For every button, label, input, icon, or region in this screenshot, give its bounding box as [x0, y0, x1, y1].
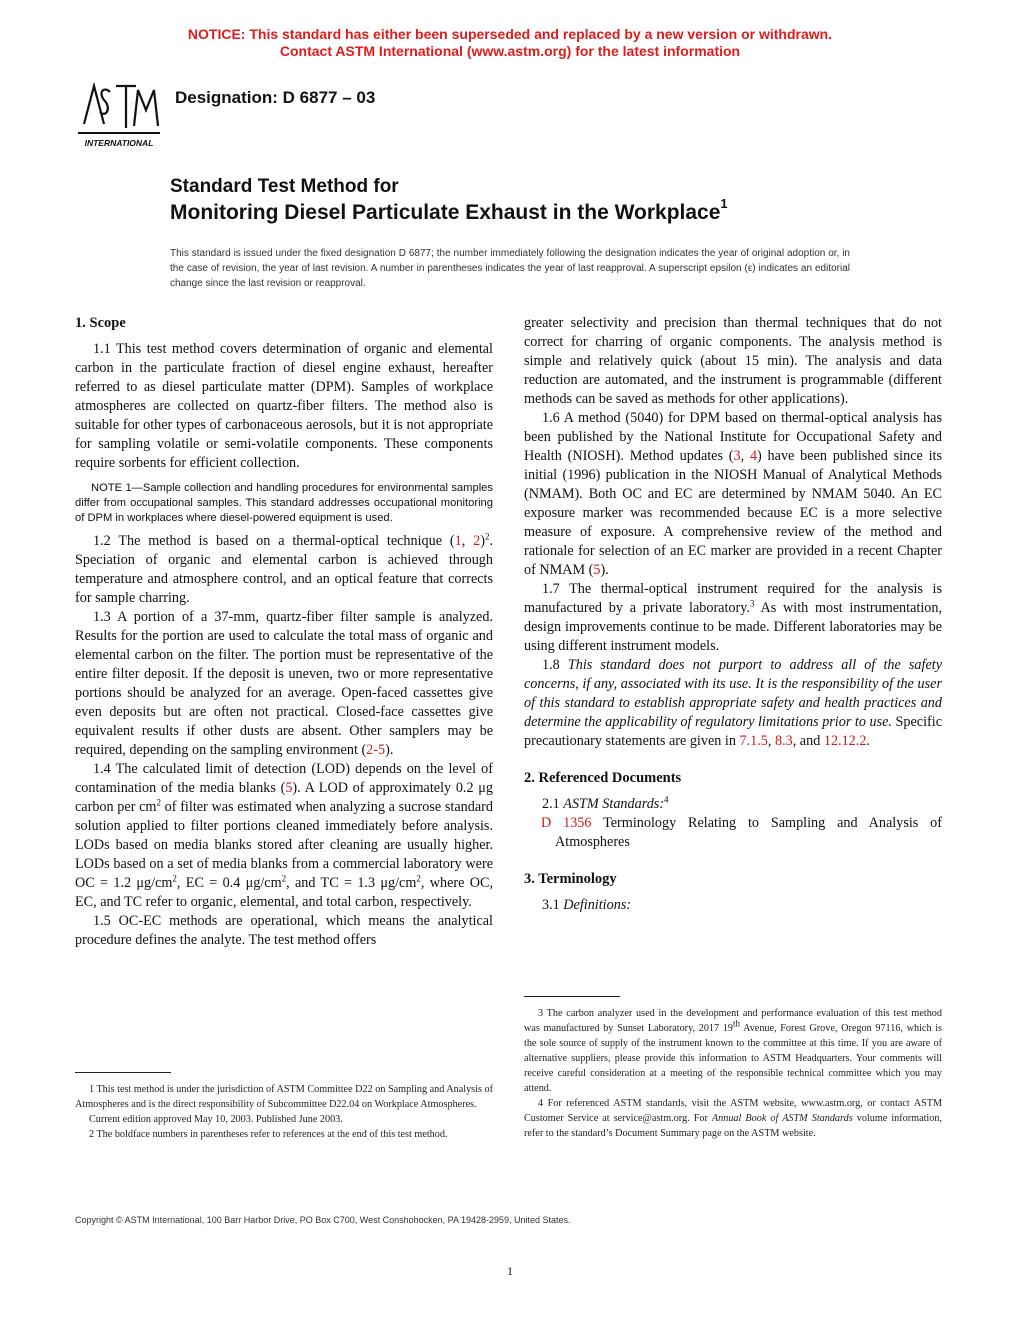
- para-2-1: 2.1 ASTM Standards:$^4$: [542, 794, 669, 812]
- footnote-mark-4: 4: [664, 794, 669, 805]
- notice-line-2: Contact ASTM International (www.astm.org) for the latest information: [279, 43, 741, 59]
- para-1-2: 1.2 The method is based on a thermal-optical technique (1, 2)$^2$. Speciation of organic and elemental carbon is achieved through temperature and atmosphere control, and an optical feature that corrects for sample charring.: [75, 531, 493, 606]
- footnote-3: 3 The carbon analyzer used in the development and performance evaluation of this test method was manufactured by Sunset Laboratory, 2017 19th Avenue, Forest Grove, Oregon 97116, which is the sole source of supply of the instrument known to the committee at this time. If you are aware of alternative suppliers, please provide this information to ASTM Headquarters. Your comments will receive careful consideration at a meeting of the responsible technical committee which you may attend.: [524, 1008, 943, 1094]
- para-3-1: 3.1 Definitions:: [542, 897, 632, 913]
- para-1-3: 1.3 A portion of a 37-mm, quartz-fiber filter sample is analyzed. Results for the portion are used to calculate the total mass of organic and elemental carbon on the filter. The portion must be representative of the entire filter deposit. If the deposit is uneven, two or more representative portions should be analyzed for an average. Open-faced cassettes give even deposits but are often not practical. Closed-face cassettes give equivalent results if other dusts are absent. Other samplers may be required, depending on the sampling environment (2-5).: [75, 609, 493, 758]
- reference-link-4[interactable]: 4: [749, 448, 758, 464]
- para-1-6: 1.6 A method (5040) for DPM based on thermal-optical analysis has been published by the National Institute for Occupational Safety and Health (NIOSH). Method updates (3, 4) have been published since its initial (1996) publication in the NIOSH Manual of Analytical Methods (NMAM). Both OC and EC are determined by NMAM 5040. An EC exposure marker was recommended because EC is a more selective measure of exposure. A comprehensive review of the method and rationale for selection of an EC marker are provided in a recent Chapter of NMAM (5).: [524, 410, 942, 578]
- para-1-5-start: 1.5 OC-EC methods are operational, which means the analytical procedure defines the analyte. The test method offers: [75, 913, 493, 948]
- logo-letter-m: [134, 90, 158, 126]
- logo-text: INTERNATIONAL: [84, 138, 154, 148]
- footnote-rule-left: [75, 1072, 171, 1073]
- page-number: 1: [507, 1264, 513, 1278]
- section-link-8-3[interactable]: 8.3: [774, 733, 793, 749]
- para-1-5-continued: greater selectivity and precision than thermal techniques that do not correct for charring of organic components. The analysis method is simple and relatively quick (about 15 min). The analysis and data reduction are automated, and the instrument is programmable (different methods can be saved as methods for other applications).: [524, 315, 942, 407]
- reference-link-1[interactable]: 1: [454, 533, 462, 549]
- para-1-1: 1.1 This test method covers determination of organic and elemental carbon in the particulate fraction of diesel engine exhaust, hereafter referred to as diesel particulate matter (DPM). Samples of workplace atmospheres are collected on quartz-fiber filters. The method also is suitable for other types of carbonaceous aerosols, but it is not appropriate for sampling volatile or semi-volatile components. These components require sorbents for efficient collection.: [75, 341, 493, 471]
- footnote-rule-right: [524, 996, 620, 997]
- astm-logo-mark: [84, 86, 158, 128]
- reference-link-5b[interactable]: 5: [593, 562, 601, 578]
- withdrawal-notice: [0, 26, 1020, 60]
- right-column: [524, 314, 942, 915]
- title-line-1: Standard Test Method for: [170, 176, 399, 197]
- footnote-mark-2: 2: [484, 531, 490, 542]
- logo-letter-t: [116, 86, 136, 128]
- section-link-7-1-5[interactable]: 7.1.5: [739, 733, 768, 749]
- title-line-2: [170, 196, 728, 225]
- copyright-line: Copyright © ASTM International, 100 Barr Harbor Drive, PO Box C700, West Conshohocken, PA 19428-2959, United States.: [75, 1215, 571, 1225]
- left-column: [75, 314, 493, 950]
- astm-logo: [76, 72, 162, 156]
- para-1-4: 1.4 The calculated limit of detection (LOD) depends on the level of contamination of the media blanks (5). A LOD of approximately 0.2 μg carbon per $cm^2$ of filter was estimated when analyzing a sucrose standard solution applied to filter portions cleaned immediately before analysis. LODs based on media blanks stored after cleaning are usually higher. LODs based on a set of media blanks from a commercial laboratory were OC = 1.2 $\mu g/cm^2$, EC = 0.4 $\mu g/cm^2$, and TC = 1.3 $\mu g/cm^2$, where OC, EC, and TC refer to organic, elemental, and total carbon, respectively.: [75, 761, 493, 910]
- footnote-mark-3: 3: [749, 598, 755, 609]
- logo-rule: [78, 132, 160, 134]
- notice-line-1: NOTICE: This standard has either been superseded and replaced by a new version or withdrawn.: [187, 26, 833, 42]
- footnote-4: 4 For referenced ASTM standards, visit the ASTM website, www.astm.org, or contact ASTM Customer Service at service@astm.org. For Annual Book of ASTM Standards volume information, refer to the standard’s Document Summary page on the ASTM website.: [524, 1098, 942, 1139]
- designation: Designation: D 6877 – 03: [175, 88, 376, 107]
- footnote-2: 2 The boldface numbers in parentheses refer to references at the end of this test method.: [89, 1129, 448, 1140]
- section-2-heading: 2. Referenced Documents: [524, 770, 682, 786]
- footnote-1b: Current edition approved May 10, 2003. Published June 2003.: [89, 1114, 343, 1125]
- footnotes-right: [524, 1006, 942, 1141]
- section-1-heading: 1. Scope: [75, 315, 126, 331]
- reference-link-5[interactable]: 5: [285, 780, 293, 796]
- para-1-8: 1.8 This standard does not purport to address all of the safety concerns, if any, associated with its use. It is the responsibility of the user of this standard to establish appropriate safety and health practices and determine the applicability of regulatory limitations prior to use. Specific precautionary statements are given in 7.1.5, 8.3, and 12.12.2.: [524, 657, 943, 749]
- footnote-1: 1 This test method is under the jurisdiction of ASTM Committee D22 on Sampling and Analysis of Atmospheres and is the direct responsibility of Subcommittee D22.04 on Workplace Atmospheres.: [75, 1084, 493, 1110]
- footnotes-left: [75, 1082, 493, 1142]
- reference-link-3[interactable]: 3: [733, 448, 741, 464]
- issuance-statement: This standard is issued under the fixed designation D 6877; the number immediately following the designation indicates the year of original adoption or, in the case of revision, the year of last revision. A number in parentheses indicates the year of last reapproval. A superscript epsilon (ε) indicates an editorial change since the last revision or reapproval.: [170, 248, 850, 289]
- title-text: Monitoring Diesel Particulate Exhaust in the Workplace: [170, 201, 721, 224]
- standard-link-d1356[interactable]: D 1356: [541, 815, 592, 831]
- section-3-heading: 3. Terminology: [524, 871, 617, 887]
- referenced-document: D 1356 Terminology Relating to Sampling and Analysis of Atmospheres: [541, 815, 942, 850]
- title-footnote-mark: 1: [720, 196, 728, 211]
- reference-link-2[interactable]: 2: [473, 533, 481, 549]
- para-1-7: 1.7 The thermal-optical instrument required for the analysis is manufactured by a private laboratory.$^3$ As with most instrumentation, design improvements continue to be made. Different laboratories may be using different instrument models.: [524, 581, 942, 654]
- section-link-12-12-2[interactable]: 12.12.2: [823, 733, 867, 749]
- reference-link-2-5[interactable]: 2-5: [366, 742, 386, 758]
- note-1: NOTE 1—Sample collection and handling procedures for environmental samples differ from occupational samples. This standard addresses occupational monitoring of DPM in workplaces where diesel-powered equipment is used.: [75, 482, 493, 524]
